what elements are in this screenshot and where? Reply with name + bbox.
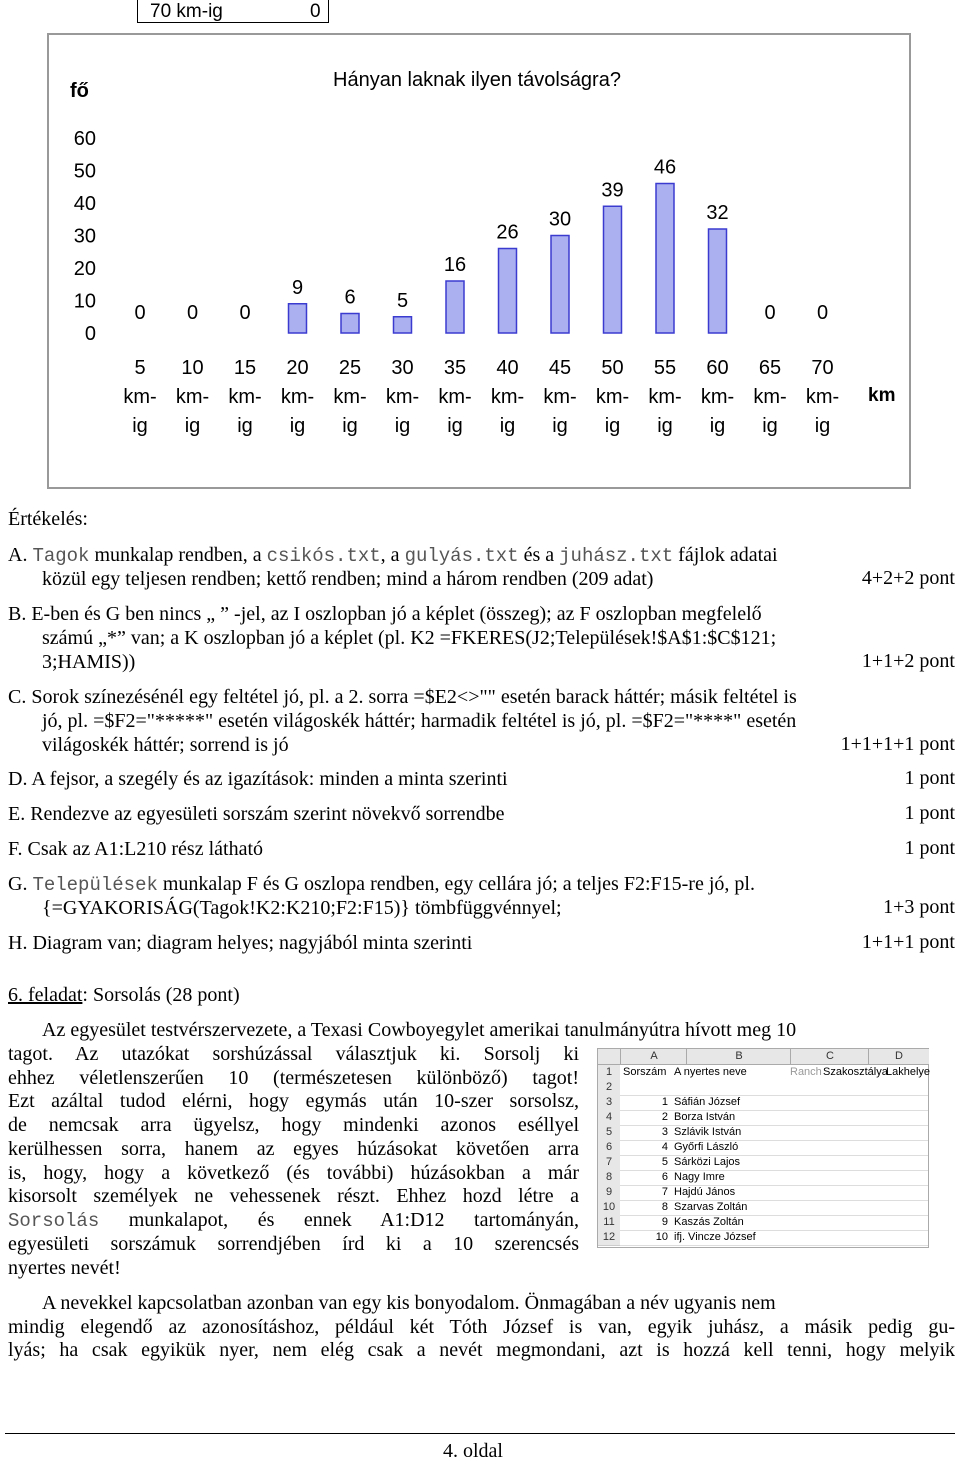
sheet-cell-name: Hajdú János [674, 1186, 736, 1198]
x-tick-label: km- [700, 386, 735, 408]
x-tick-label: km- [438, 386, 472, 408]
sheet-rownum: 5 [598, 1125, 620, 1141]
eval-h-points: 1+1+1 pont [861, 931, 955, 953]
code-sorsolas: Sorsolás [8, 1210, 100, 1232]
sheet-rownum: 1 [598, 1065, 620, 1081]
x-tick-label: ig [132, 415, 148, 437]
x-tick-label: ig [709, 415, 726, 437]
y-tick-label: 0 [84, 323, 96, 345]
filter-label: 70 km-ig [150, 1, 223, 22]
eval-b-line2: számú „*” van; a K oszlopban jó a képlet (pl. K2 =FKERES(J2;Települések!$A$1:$C$121; [42, 627, 777, 649]
x-tick-label: 25 [338, 357, 362, 379]
chart-ylabel: fő [70, 80, 89, 102]
sheet-cell-sorszam: 3 [661, 1126, 668, 1138]
sheet-cell-name: Sáfián József [674, 1096, 741, 1108]
chart-xlabel: km [868, 385, 896, 406]
x-tick-label: ig [604, 415, 621, 437]
code-telepulesek: Települések [32, 874, 158, 896]
x-tick-label: ig [394, 415, 411, 437]
sheet-col-d: D [868, 1049, 929, 1065]
bar-value-label: 30 [548, 208, 572, 231]
sheet-col-c: C [790, 1049, 869, 1065]
y-tick-label: 50 [73, 160, 96, 183]
bar-value-label: 0 [239, 302, 251, 324]
bar-value-label: 0 [816, 302, 829, 324]
bar-value-label: 32 [706, 202, 729, 224]
task-p1-l11: nyertes nevét! [8, 1257, 121, 1279]
sheet-rownum: 6 [598, 1140, 620, 1156]
x-tick-label: ig [762, 415, 778, 437]
chart-bar [289, 304, 307, 333]
x-tick-label: ig [552, 415, 568, 437]
x-tick-label: km- [648, 386, 682, 408]
spreadsheet-preview [597, 1048, 929, 1248]
eval-h: H. Diagram van; diagram helyes; nagyjából minta szerinti [8, 932, 473, 954]
sheet-col-b: B [686, 1049, 791, 1065]
task-p1-l7: is, hogy, hogy a következő (és további) húzásokban a már [8, 1162, 579, 1184]
sheet-rownum: 11 [598, 1215, 620, 1231]
bar-value-label: 0 [186, 302, 199, 324]
x-tick-label: 30 [391, 357, 414, 379]
eval-c-line2: jó, pl. =$F2="*****" esetén világoskék háttér; harmadik feltétel is jó, pl. =$F2="****" esetén [42, 710, 797, 732]
sheet-cell-name: Borza István [674, 1111, 736, 1123]
task-p1-l2: tagot. Az utazókat sorshúzással választjuk ki. Sorsolj ki [8, 1043, 579, 1065]
x-tick-label: ig [289, 415, 306, 437]
y-tick-label: 30 [73, 225, 96, 248]
bar-value-label: 6 [344, 286, 356, 309]
sheet-rownum: 2 [598, 1080, 620, 1096]
task-heading: 6. feladat: Sorsolás (28 pont) [8, 984, 240, 1006]
sheet-cell-name: Nagy Imre [674, 1171, 725, 1183]
x-tick-label: ig [499, 415, 516, 437]
x-tick-label: 70 [811, 357, 834, 379]
eval-a-line1: A. Tagok munkalap rendben, a csikós.txt, a gulyás.txt és a juhász.txt fájlok adatai [8, 544, 778, 567]
x-tick-label: 65 [758, 357, 782, 379]
sheet-rownum: 8 [598, 1170, 620, 1186]
x-tick-label: 55 [653, 357, 677, 379]
x-tick-label: 60 [706, 357, 729, 379]
eval-a-line2: közül egy teljesen rendben; kettő rendben; mind a három rendben (209 adat) [42, 568, 654, 590]
x-tick-label: ig [447, 415, 463, 437]
x-tick-label: km- [280, 386, 315, 408]
sheet-cell-sorszam: 10 [655, 1231, 668, 1243]
code-juhasz: juhász.txt [559, 545, 674, 567]
chart-bar [499, 249, 517, 334]
sheet-cell-sorszam: 9 [661, 1216, 668, 1228]
y-tick-label: 40 [73, 193, 96, 215]
eval-c-points: 1+1+1+1 pont [840, 733, 955, 755]
sheet-cell-sorszam: 7 [661, 1186, 668, 1198]
x-tick-label: ig [184, 415, 201, 437]
bar-value-label: 39 [601, 179, 624, 202]
sheet-cell-name: Győrfi László [674, 1141, 739, 1153]
sheet-cell-name: Kaszás Zoltán [674, 1216, 744, 1228]
x-tick-label: km- [595, 386, 630, 408]
x-tick-label: 15 [233, 357, 257, 379]
task-p1-l1: Az egyesület testvérszervezete, a Texasi Cowboyegylet amerikai tanulmányútra hívott meg 10 [42, 1019, 797, 1041]
eval-heading: Értékelés: [8, 508, 88, 530]
eval-b-points: 1+1+2 pont [861, 650, 955, 672]
task-p2-l2: mindig elegendő az azonosításhoz, például két Tóth József is van, egyik juhász, a másik pedig gu- [8, 1316, 955, 1338]
sheet-hdr-d: Szakosztálya [823, 1066, 888, 1078]
task-p1-l9: Sorsolás munkalapot, és ennek A1:D12 tartományán, [8, 1209, 580, 1232]
y-tick-label: 60 [73, 128, 96, 150]
sheet-cell-sorszam: 6 [661, 1171, 668, 1183]
sheet-rownum: 12 [598, 1230, 620, 1246]
eval-c-line3: világoskék háttér; sorrend is jó [42, 734, 289, 756]
x-tick-label: 35 [443, 357, 467, 379]
code-csikos: csikós.txt [266, 545, 381, 567]
sheet-gridline [620, 1245, 928, 1246]
sheet-hdr-b: A nyertes neve [674, 1066, 747, 1078]
eval-f-points: 1 pont [904, 837, 955, 859]
task-p2-l3: lyás; ha csak egyikük nyer, nem elég csak a nevét megmondani, azt is hozzá kell tenni, hogy melyik [8, 1339, 955, 1361]
x-tick-label: ig [237, 415, 253, 437]
x-tick-label: 50 [601, 357, 624, 379]
x-tick-label: km- [228, 386, 262, 408]
task-p2-l1: A nevekkel kapcsolatban azonban van egy kis bonyodalom. Önmagában a név ugyanis nem [42, 1292, 776, 1314]
x-tick-label: km- [385, 386, 420, 408]
eval-b-line3: 3;HAMIS)) [42, 651, 136, 673]
task-p1-l10: egyesületi sorszámuk sorrendjében írd ki a 10 szerencsés [8, 1233, 579, 1255]
sheet-cell-sorszam: 2 [661, 1111, 668, 1123]
eval-d: D. A fejsor, a szegély és az igazítások: minden a minta szerinti [8, 768, 508, 790]
chart-svg [0, 0, 960, 490]
task-p1-l8: kisorsolt személyek ne vehessenek részt. Ehhez hozd létre a [8, 1185, 579, 1207]
x-tick-label: ig [342, 415, 358, 437]
y-tick-label: 20 [73, 258, 96, 280]
x-tick-label: km- [333, 386, 367, 408]
bar-value-label: 16 [443, 254, 467, 276]
sheet-rownum: 3 [598, 1095, 620, 1111]
bar-value-label: 46 [653, 156, 677, 179]
eval-g-line1: G. Települések munkalap F és G oszlopa rendben, egy cellára jó; a teljes F2:F15-re jó, pl. [8, 873, 755, 896]
eval-e: E. Rendezve az egyesületi sorszám szerint növekvő sorrendbe [8, 803, 505, 825]
eval-f: F. Csak az A1:L210 rész látható [8, 838, 264, 860]
sheet-hdr-a: Sorszám [623, 1066, 667, 1078]
bar-value-label: 9 [291, 276, 304, 299]
sheet-rownum: 4 [598, 1110, 620, 1126]
sheet-hdr-e: Lakhelye [886, 1066, 931, 1078]
sheet-cell-name: ifj. Vincze József [674, 1231, 756, 1243]
bar-value-label: 5 [396, 289, 409, 312]
x-tick-label: km- [123, 386, 157, 408]
task-p1-l3: ehhez véletlenszerűen 10 (természetesen különböző) tagot! [8, 1067, 579, 1089]
chart-bar [656, 184, 674, 334]
page-number: 4. oldal [443, 1440, 503, 1462]
x-tick-label: km- [753, 386, 787, 408]
sheet-hdr-c: Ranch [790, 1066, 822, 1078]
code-tagok: Tagok [32, 545, 90, 567]
x-tick-label: km- [490, 386, 525, 408]
x-tick-label: 20 [286, 357, 309, 379]
chart-bar [446, 281, 464, 333]
sheet-rownum: 7 [598, 1155, 620, 1171]
sheet-rownum: 10 [598, 1200, 620, 1216]
eval-d-points: 1 pont [904, 767, 955, 789]
eval-c-line1: C. Sorok színezésénél egy feltétel jó, pl. a 2. sorra =$E2<>"" esetén barack háttér; másik feltétel is [8, 686, 797, 708]
sheet-cell-sorszam: 1 [661, 1096, 668, 1108]
x-tick-label: km- [543, 386, 577, 408]
eval-g-points: 1+3 pont [883, 896, 955, 918]
sheet-cell-sorszam [620, 1080, 668, 1095]
x-tick-label: 10 [181, 357, 204, 379]
footer-rule [5, 1433, 955, 1434]
x-tick-label: ig [814, 415, 831, 437]
bar-value-label: 26 [496, 221, 519, 244]
x-tick-label: 45 [548, 357, 572, 379]
chart-bar [341, 314, 359, 334]
x-tick-label: 40 [496, 357, 519, 379]
chart-bar [551, 236, 569, 334]
chart-bar [709, 229, 727, 333]
sheet-cell-sorszam: 4 [661, 1141, 668, 1153]
chart-bar [394, 317, 412, 333]
task-p1-l4: Ezt azáltal tudod elérni, hogy egymás után 10-szer sorsolsz, [8, 1090, 579, 1112]
eval-b-line1: B. E-ben és G ben nincs „ ” -jel, az I oszlopban jó a képlet (összeg); az F oszlopban megfelelő [8, 603, 762, 625]
chart-bar [604, 206, 622, 333]
eval-a-points: 4+2+2 pont [861, 567, 955, 589]
filter-value: 0 [310, 1, 321, 22]
x-tick-label: km- [805, 386, 840, 408]
sheet-corner [598, 1049, 620, 1065]
eval-g-line2: {=GYAKORISÁG(Tagok!K2:K210;F2:F15)} tömbfüggvénnyel; [42, 897, 562, 919]
sheet-cell-sorszam: 5 [661, 1156, 668, 1168]
x-tick-label: km- [175, 386, 210, 408]
chart-title: Hányan laknak ilyen távolságra? [333, 69, 621, 91]
sheet-cell-name: Szlávik István [674, 1126, 742, 1138]
sheet-col-a: A [620, 1049, 687, 1065]
sheet-cell-sorszam: 8 [661, 1201, 668, 1213]
code-gulyas: gulyás.txt [404, 545, 519, 567]
sheet-rownum: 9 [598, 1185, 620, 1201]
y-tick-label: 10 [73, 290, 96, 313]
bar-value-label: 0 [134, 302, 146, 324]
sheet-cell-name: Szarvas Zoltán [674, 1201, 748, 1213]
eval-e-points: 1 pont [904, 802, 955, 824]
bar-value-label: 0 [764, 302, 776, 324]
task-p1-l5: de nemcsak arra ügyelsz, hogy mindenki azonos eséllyel [8, 1114, 579, 1136]
task-p1-l6: kerülhessen sorra, hanem az egyes húzásokat követően arra [8, 1138, 579, 1160]
x-tick-label: 5 [134, 357, 146, 379]
x-tick-label: ig [657, 415, 673, 437]
sheet-cell-name: Sárközi Lajos [674, 1156, 741, 1168]
